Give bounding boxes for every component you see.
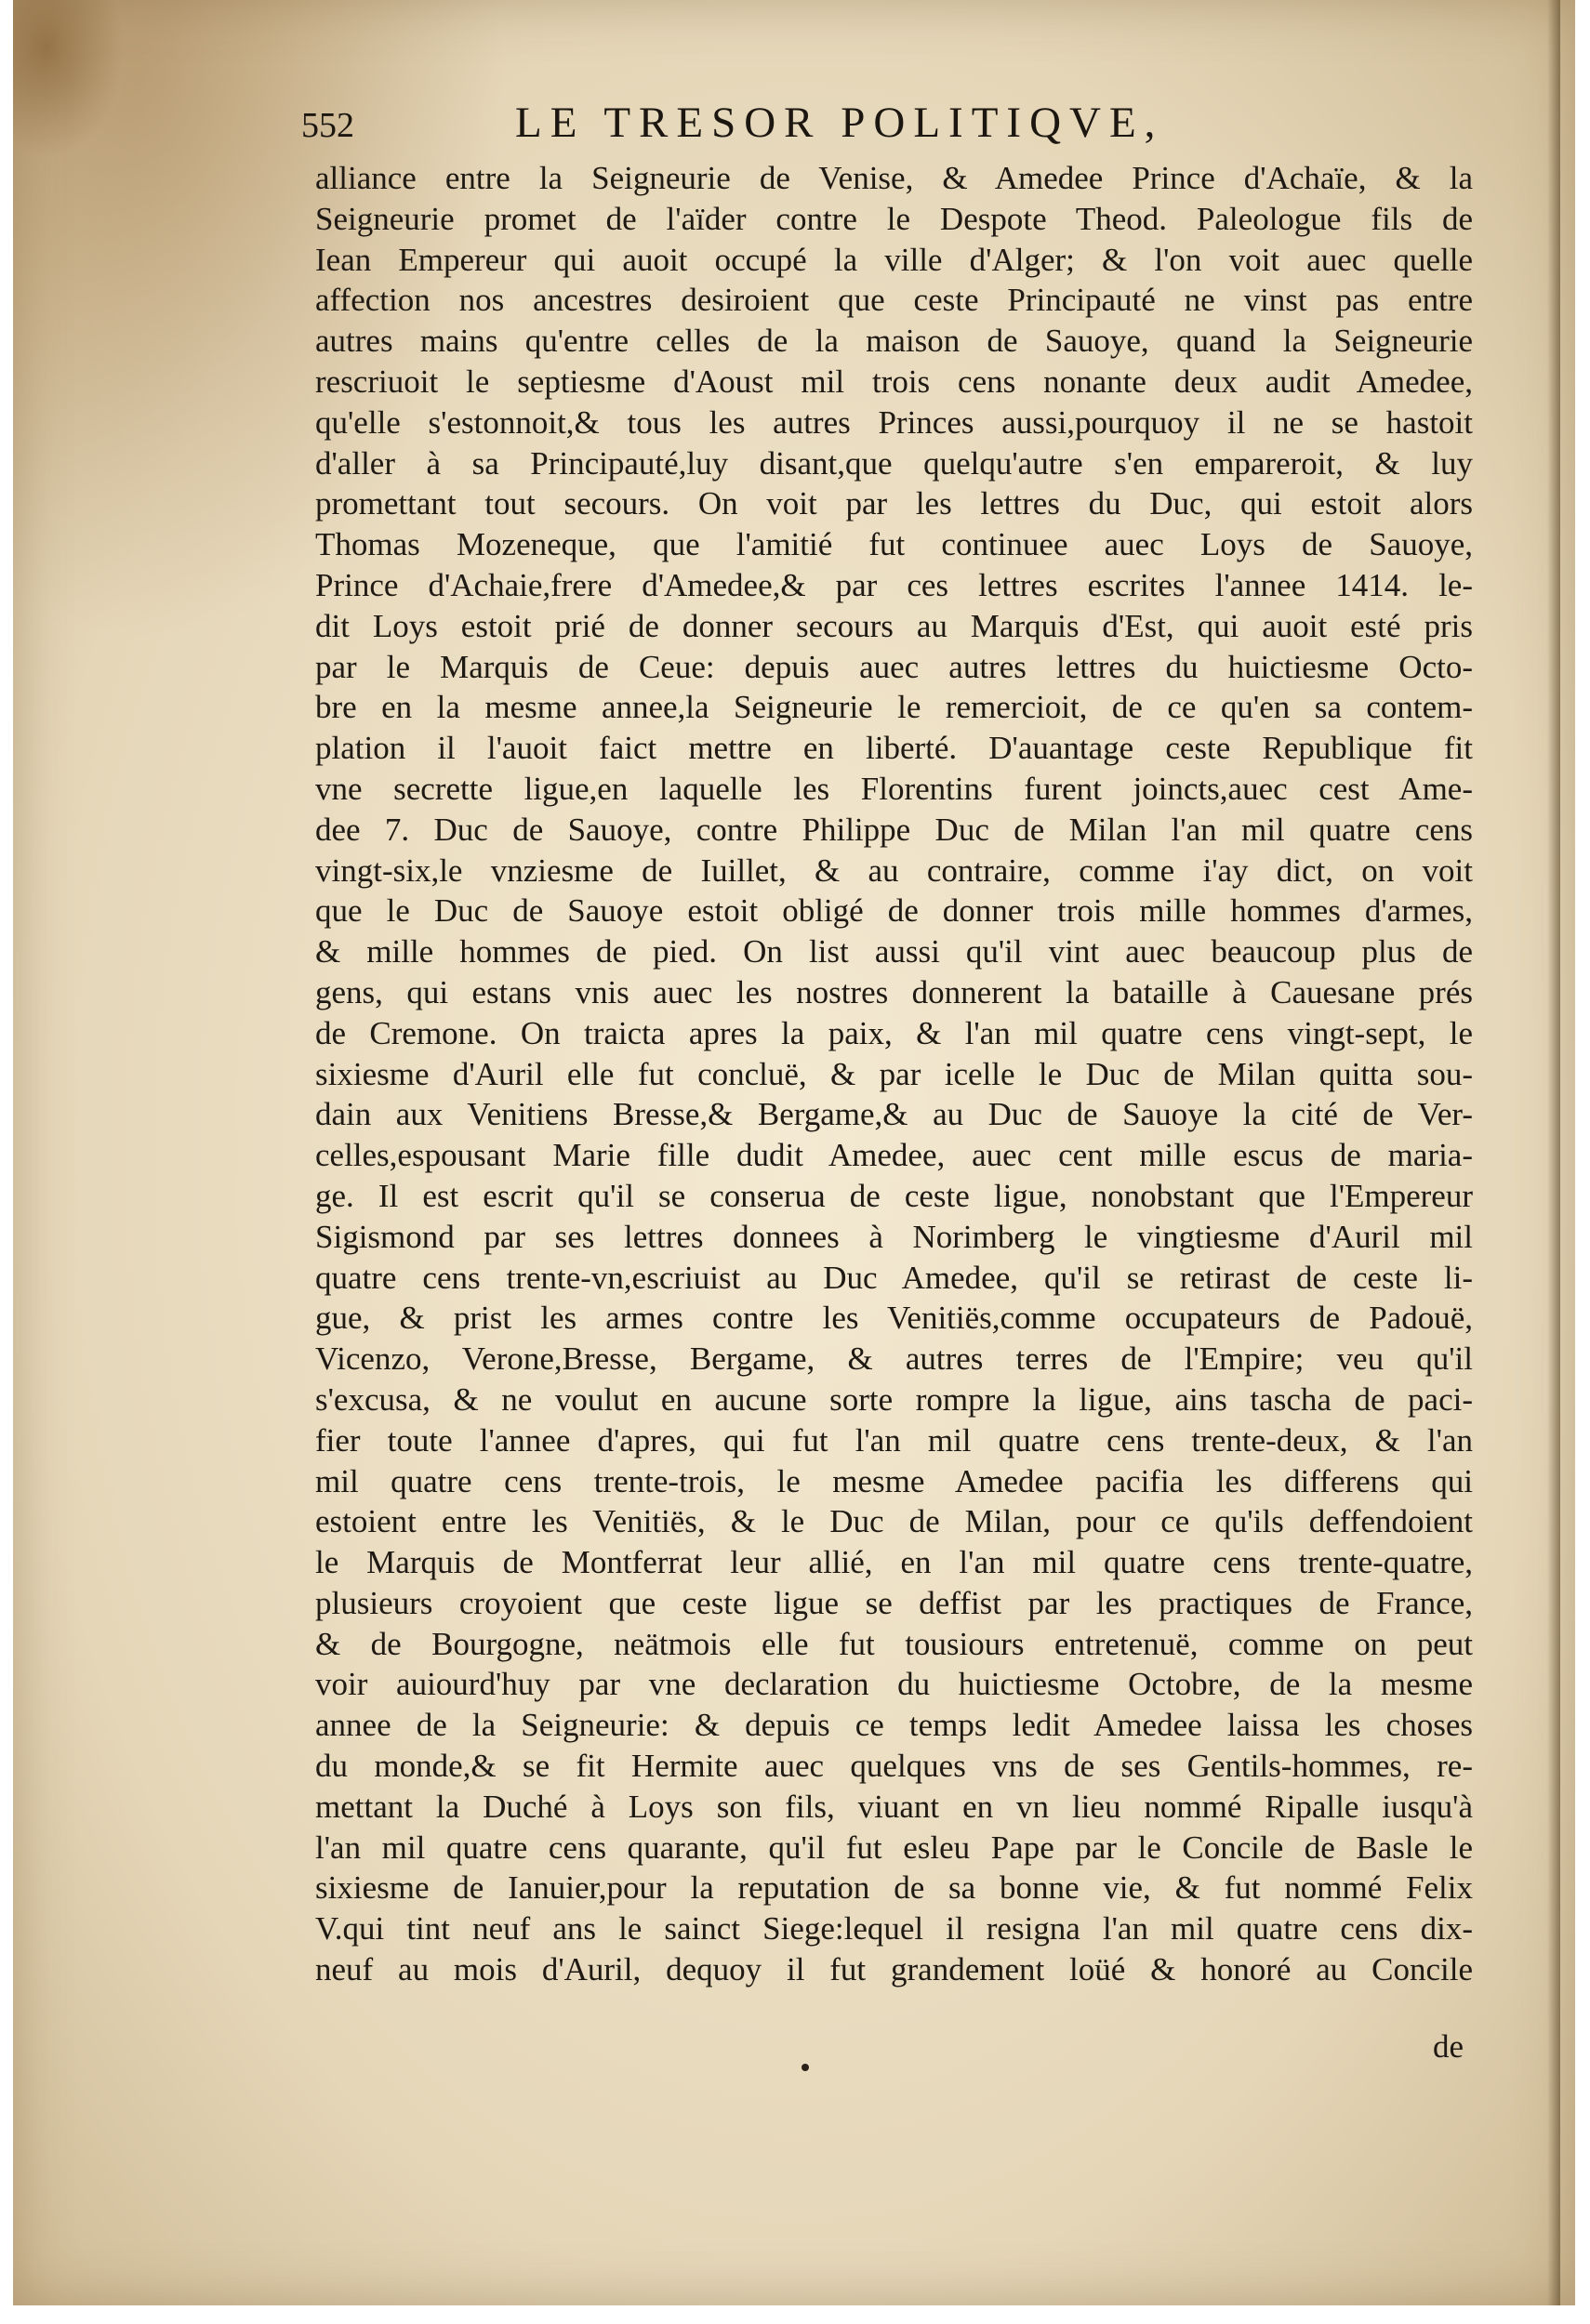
text-line: ge. Il est escrit qu'il se conserua de ceste ligue, nonobstant que l'Empereur <box>315 1177 1473 1214</box>
text-line: Vicenzo, Verone,Bresse, Bergame, & autres terres de l'Empire; veu qu'il <box>315 1340 1473 1378</box>
text-line: plusieurs croyoient que ceste ligue se deffist par les practiques de France, <box>315 1584 1473 1621</box>
text-line: neuf au mois d'Auril, dequoy il fut grandement loüé & honoré au Concile <box>315 1951 1473 1988</box>
page-number: 552 <box>301 106 354 145</box>
catchword: de <box>1432 2028 1464 2065</box>
text-line: le Marquis de Montferrat leur allié, en l'an mil quatre cens trente-quatre, <box>315 1544 1473 1581</box>
text-line: annee de la Seigneurie: & depuis ce temps ledit Amedee laissa les choses <box>315 1707 1473 1744</box>
text-line: bre en la mesme annee,la Seigneurie le remercioit, de ce qu'en sa contem- <box>315 689 1473 726</box>
text-line: sixiesme d'Auril elle fut concluë, & par icelle le Duc de Milan quitta sou- <box>315 1055 1473 1092</box>
text-line: dee 7. Duc de Sauoye, contre Philippe Duc de Milan l'an mil quatre cens <box>315 811 1473 848</box>
text-line: mettant la Duché à Loys son fils, viuant en vn lieu nommé Ripalle iusqu'à <box>315 1788 1473 1825</box>
text-line: Iean Empereur qui auoit occupé la ville d'Alger; & l'on voit auec quelle <box>315 241 1473 278</box>
text-line: celles,espousant Marie fille dudit Amedee, auec cent mille escus de maria- <box>315 1137 1473 1174</box>
text-line: vne secrette ligue,en laquelle les Florentins furent joincts,auec cest Ame- <box>315 770 1473 807</box>
body-text <box>315 158 1473 1990</box>
text-line: Thomas Mozeneque, que l'amitié fut continuee auec Loys de Sauoye, <box>315 526 1473 563</box>
text-line: par le Marquis de Ceue: depuis auec autres lettres du huictiesme Octo- <box>315 648 1473 685</box>
text-line: mil quatre cens trente-trois, le mesme Amedee pacifia les differens qui <box>315 1462 1473 1499</box>
text-line: Sigismond par ses lettres donnees à Norimberg le vingtiesme d'Auril mil <box>315 1218 1473 1255</box>
text-line: Seigneurie promet de l'aïder contre le Despote Theod. Paleologue fils de <box>315 200 1473 237</box>
text-line: & de Bourgogne, neätmois elle fut tousiours entretenuë, comme on peut <box>315 1625 1473 1662</box>
text-line: s'excusa, & ne voulut en aucune sorte rompre la ligue, ains tascha de paci- <box>315 1380 1473 1418</box>
text-line: affection nos ancestres desiroient que ceste Principauté ne vinst pas entre <box>315 282 1473 319</box>
text-line: autres mains qu'entre celles de la maison de Sauoye, quand la Seigneurie <box>315 323 1473 360</box>
text-line: alliance entre la Seigneurie de Venise, & Amedee Prince d'Achaïe, & la <box>315 160 1473 196</box>
text-line: & mille hommes de pied. On list aussi qu'il vint auec beaucoup plus de <box>315 933 1473 971</box>
book-page <box>13 0 1575 2305</box>
page-stain <box>13 0 125 158</box>
text-line: V.qui tint neuf ans le sainct Siege:lequel il resigna l'an mil quatre cens dix- <box>315 1910 1473 1948</box>
page-edge-shadow <box>1547 0 1560 2305</box>
text-line: gue, & prist les armes contre les Venitiës,comme occupateurs de Padouë, <box>315 1300 1473 1337</box>
text-line: dit Loys estoit prié de donner secours au Marquis d'Est, qui auoit esté pris <box>315 607 1473 644</box>
text-line: rescriuoit le septiesme d'Aoust mil trois cens nonante deux audit Amedee, <box>315 363 1473 400</box>
text-line: voir auiourd'huy par vne declaration du huictiesme Octobre, de la mesme <box>315 1666 1473 1703</box>
text-line: promettant tout secours. On voit par les lettres du Duc, qui estoit alors <box>315 485 1473 522</box>
page-header <box>301 98 1473 153</box>
text-line: qu'elle s'estonnoit,& tous les autres Princes aussi,pourquoy il ne se hastoit <box>315 403 1473 441</box>
text-line: Prince d'Achaie,frere d'Amedee,& par ces lettres escrites l'annee 1414. le- <box>315 566 1473 603</box>
text-line: dain aux Venitiens Bresse,& Bergame,& au Duc de Sauoye la cité de Ver- <box>315 1096 1473 1133</box>
text-line: fier toute l'annee d'apres, qui fut l'an mil quatre cens trente-deux, & l'an <box>315 1421 1473 1459</box>
text-line: plation il l'auoit faict mettre en liberté. D'auantage ceste Republique fit <box>315 730 1473 767</box>
running-title: LE TRESOR POLITIQVE, <box>515 99 1164 147</box>
text-line: l'an mil quatre cens quarante, qu'il fut esleu Pape par le Concile de Basle le <box>315 1829 1473 1866</box>
text-line: gens, qui estans vnis auec les nostres donnerent la bataille à Cauesane prés <box>315 973 1473 1010</box>
ink-dot <box>802 2064 809 2071</box>
text-line: de Cremone. On traicta apres la paix, & l'an mil quatre cens vingt-sept, le <box>315 1014 1473 1051</box>
text-line: estoient entre les Venitiës, & le Duc de Milan, pour ce qu'ils deffendoient <box>315 1503 1473 1540</box>
text-line: vingt-six,le vnziesme de Iuillet, & au contraire, comme i'ay dict, on voit <box>315 852 1473 889</box>
text-line: que le Duc de Sauoye estoit obligé de donner trois mille hommes d'armes, <box>315 892 1473 930</box>
text-line: sixiesme de Ianuier,pour la reputation de sa bonne vie, & fut nommé Felix <box>315 1869 1473 1907</box>
text-line: du monde,& se fit Hermite auec quelques vns de ses Gentils-hommes, re- <box>315 1748 1473 1785</box>
text-line: d'aller à sa Principauté,luy disant,que quelqu'autre s'en empareroit, & luy <box>315 444 1473 482</box>
text-line: quatre cens trente-vn,escriuist au Duc Amedee, qu'il se retirast de ceste li- <box>315 1259 1473 1296</box>
